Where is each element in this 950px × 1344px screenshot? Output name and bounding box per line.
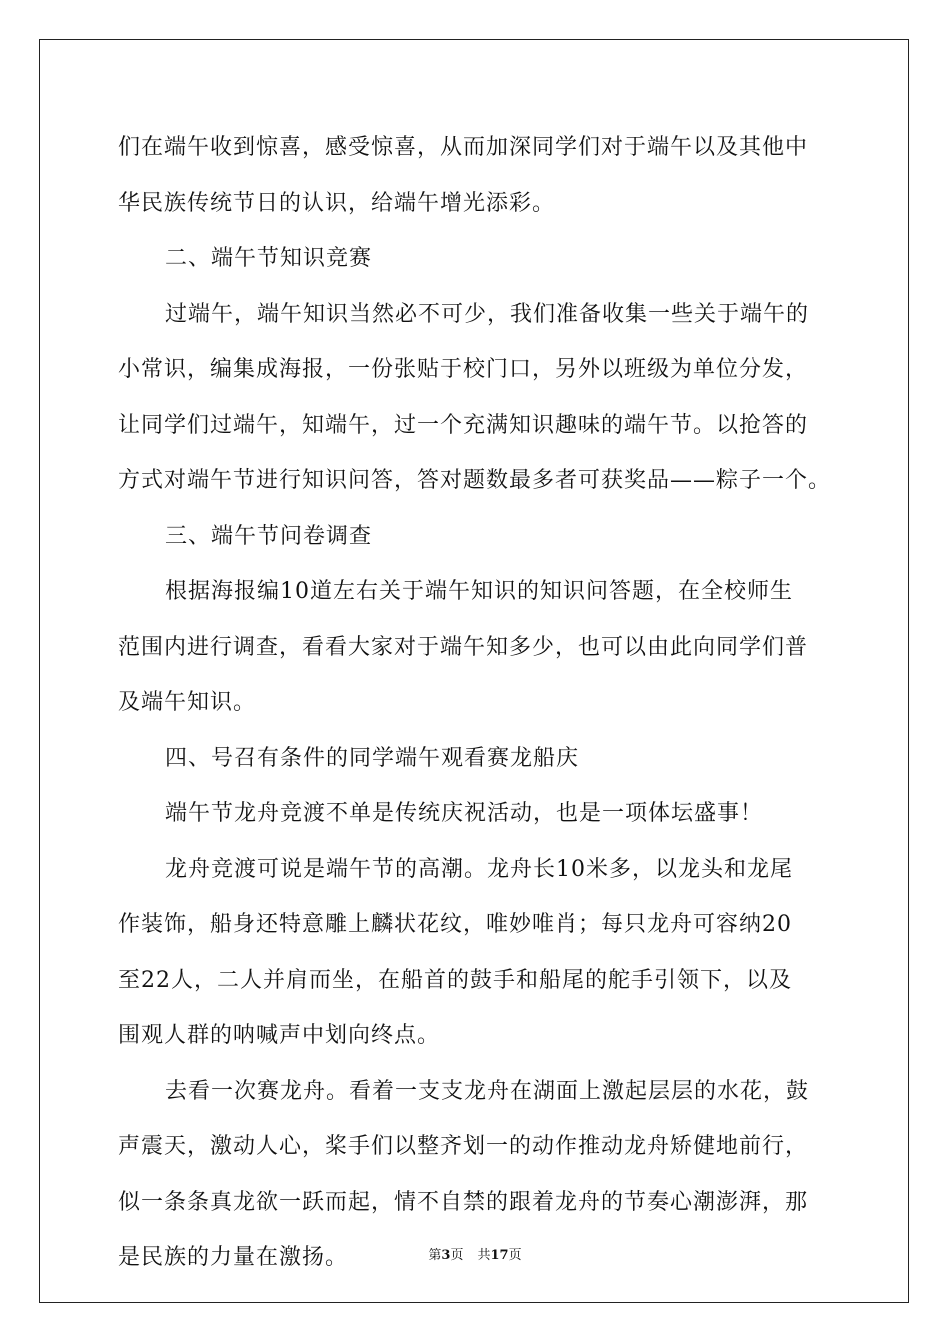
body-line: 声震天，激动人心，桨手们以整齐划一的动作推动龙舟矫健地前行，	[118, 1134, 809, 1159]
body-line: 端午节龙舟竞渡不单是传统庆祝活动，也是一项体坛盛事！	[165, 801, 764, 826]
body-line: 过端午，端午知识当然必不可少，我们准备收集一些关于端午的	[165, 301, 810, 327]
section-heading: 三、端午节问卷调查	[165, 523, 373, 549]
body-line: 作装饰，船身还特意雕上麟状花纹，唯妙唯肖；每只龙舟可容纳20	[118, 912, 792, 937]
page-total-prefix: 共	[477, 1248, 491, 1263]
body-line: 小常识，编集成海报，一份张贴于校门口，另外以班级为单位分发，	[118, 357, 809, 382]
page-footer	[0, 1248, 950, 1264]
page-number-prefix: 第	[428, 1248, 442, 1263]
body-line: 及端午知识。	[118, 690, 257, 715]
page-total-suffix: 页	[508, 1248, 522, 1263]
body-line: 围观人群的呐喊声中划向终点。	[118, 1023, 441, 1048]
section-heading: 二、端午节知识竞赛	[165, 246, 373, 271]
body-line: 根据海报编10道左右关于端午知识的知识问答题，在全校师生	[165, 579, 793, 604]
page-total-count: 17	[490, 1248, 509, 1263]
body-line: 是民族的力量在激扬。	[118, 1245, 349, 1270]
body-line: 至22人，二人并肩而坐，在船首的鼓手和船尾的舵手引领下，以及	[118, 967, 792, 993]
body-line: 去看一次赛龙舟。看着一支支龙舟在湖面上激起层层的水花，鼓	[165, 1078, 810, 1104]
body-line: 范围内进行调查，看看大家对于端午知多少，也可以由此向同学们普	[118, 634, 809, 660]
page-number-suffix: 页	[450, 1248, 464, 1263]
body-line: 让同学们过端午，知端午，过一个充满知识趣味的端午节。以抢答的	[118, 412, 809, 438]
document-body	[118, 127, 860, 1293]
body-line: 们在端午收到惊喜，感受惊喜，从而加深同学们对于端午以及其他中	[118, 135, 809, 160]
body-line: 似一条条真龙欲一跃而起，情不自禁的跟着龙舟的节奏心潮澎湃，那	[118, 1189, 809, 1215]
body-line: 方式对端午节进行知识问答，答对题数最多者可获奖品——粽子一个。	[118, 468, 832, 493]
body-line: 华民族传统节日的认识，给端午增光添彩。	[118, 190, 556, 216]
page-number-current: 3	[441, 1248, 451, 1263]
body-line: 龙舟竞渡可说是端午节的高潮。龙舟长10米多，以龙头和龙尾	[165, 856, 793, 882]
section-heading: 四、号召有条件的同学端午观看赛龙船庆	[165, 745, 580, 771]
